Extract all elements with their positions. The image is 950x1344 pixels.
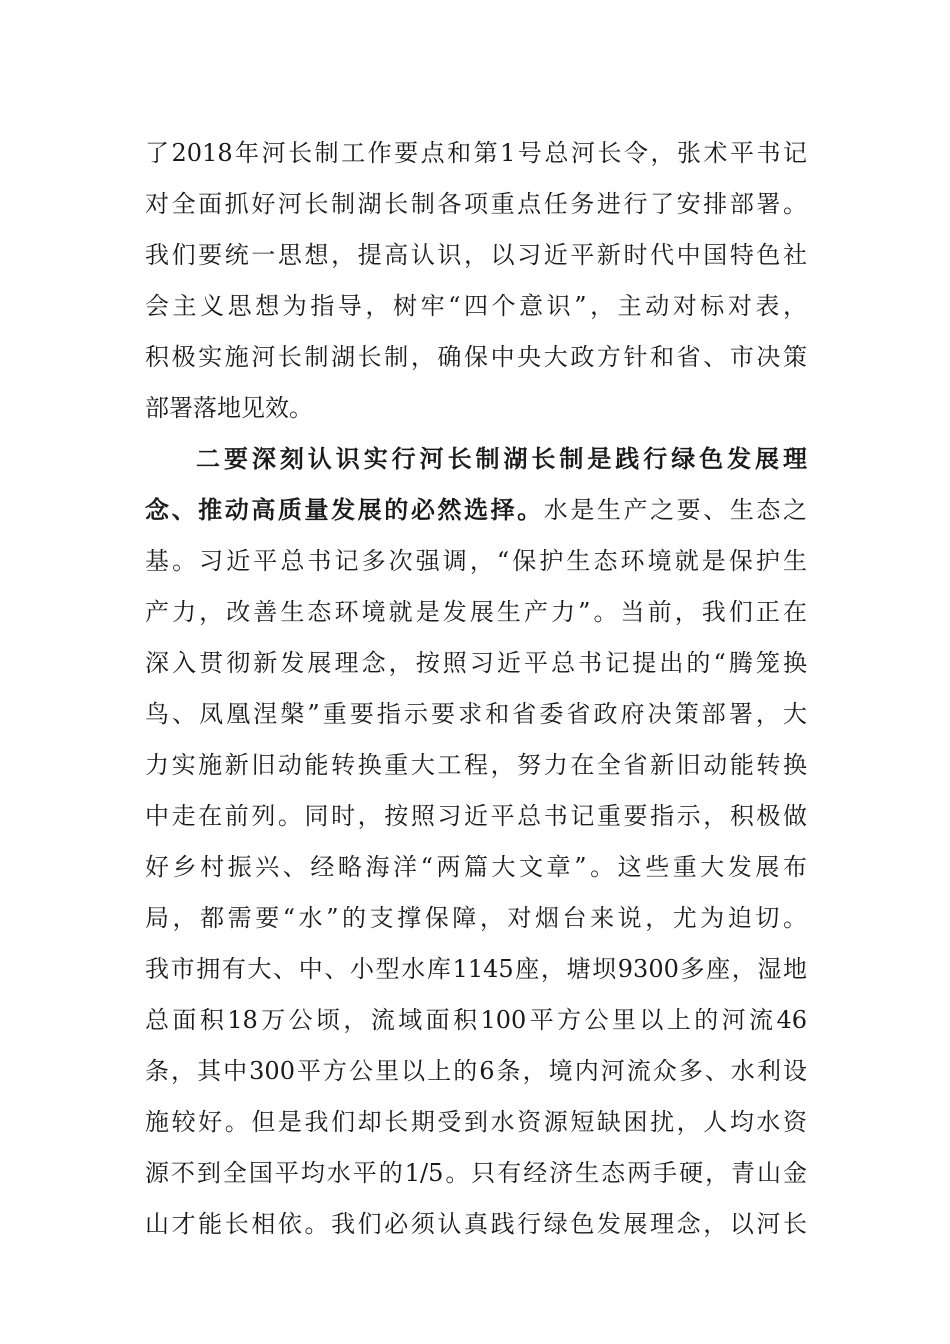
- text-line: 了2018年河长制工作要点和第1号总河长令，张术平书记: [145, 139, 807, 167]
- text-line: 部署落地见效。: [145, 394, 313, 422]
- text-line: 总面积18万公顷，流域面积100平方公里以上的河流46: [145, 1006, 807, 1034]
- text-line: 产力，改善生态环境就是发展生产力”。当前，我们正在: [145, 598, 807, 626]
- text-line: 对全面抓好河长制湖长制各项重点任务进行了安排部署。: [145, 190, 807, 218]
- text-line: 我们要统一思想，提高认识，以习近平新时代中国特色社: [145, 241, 807, 269]
- document-body: [145, 133, 807, 1255]
- text-line: 施较好。但是我们却长期受到水资源短缺困扰，人均水资: [145, 1108, 807, 1136]
- text-line: 我市拥有大、中、小型水库1145座，塘坝9300多座，湿地: [145, 955, 807, 983]
- text-line: 好乡村振兴、经略海洋“两篇大文章”。这些重大发展布: [145, 853, 807, 881]
- text-line: 深入贯彻新发展理念，按照习近平总书记提出的“腾笼换: [145, 649, 807, 677]
- text-line: 源不到全国平均水平的1/5。只有经济生态两手硬，青山金: [145, 1159, 807, 1187]
- text-line: 条，其中300平方公里以上的6条，境内河流众多、水利设: [145, 1057, 807, 1085]
- text-line: 中走在前列。同时，按照习近平总书记重要指示，积极做: [145, 802, 807, 830]
- heading-line-end: 念、推动高质量发展的必然选择。: [145, 495, 544, 524]
- text-line: [145, 490, 807, 541]
- text-line: 山才能长相依。我们必须认真践行绿色发展理念，以河长: [145, 1210, 807, 1238]
- text-line-rest: 水是生产之要、生态之: [543, 496, 807, 524]
- text-line: 积极实施河长制湖长制，确保中央大政方针和省、市决策: [145, 343, 807, 371]
- text-line: 鸟、凤凰涅槃”重要指示要求和省委省政府决策部署，大: [145, 700, 807, 728]
- text-line: 局，都需要“水”的支撑保障，对烟台来说，尤为迫切。: [145, 904, 807, 932]
- text-line: 会主义思想为指导，树牢“四个意识”，主动对标对表，: [145, 292, 807, 320]
- text-line: 力实施新旧动能转换重大工程，努力在全省新旧动能转换: [145, 751, 807, 779]
- text-line: 基。习近平总书记多次强调，“保护生态环境就是保护生: [145, 547, 807, 575]
- heading-line: 二要深刻认识实行河长制湖长制是践行绿色发展理: [196, 444, 807, 473]
